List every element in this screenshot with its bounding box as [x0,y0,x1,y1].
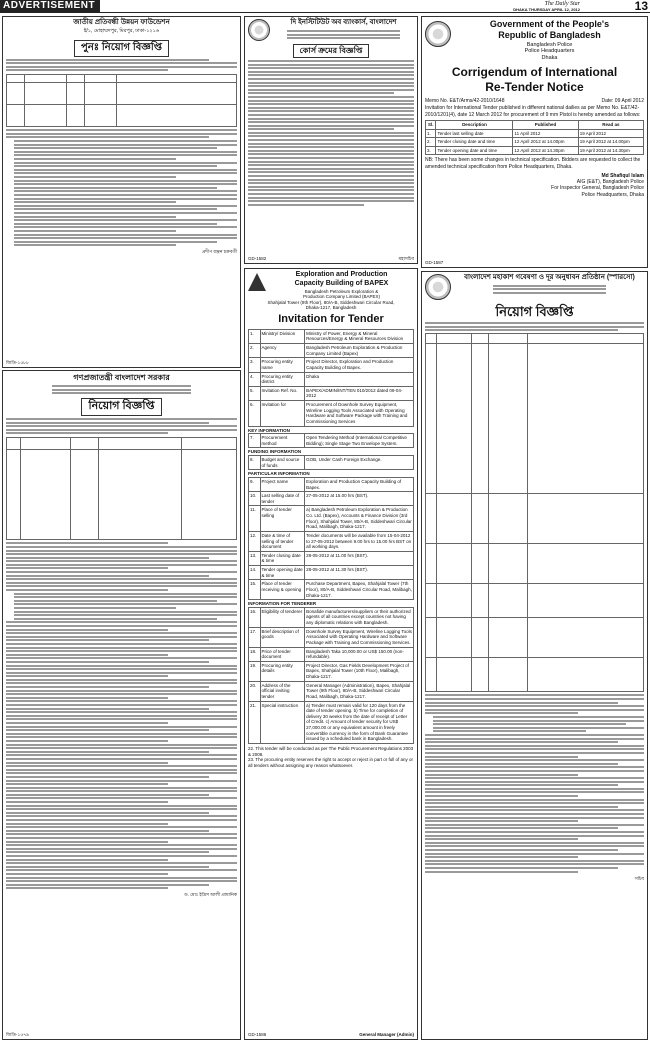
ad4-table-row [249,372,414,386]
ad4-cell-v: GOB, Under Cash Foreign Exchange. [305,456,414,470]
ad4-cell-n: 11. [249,506,261,532]
ad2-signer: ড. মোঃ ইদ্রিস আলী প্রামানিক [184,892,237,898]
ad4-cell-v: Tender documents will be available from 15-04-2012 to 27-05-2012 between 9.00 hrs to 15.00 hrs BST on all working days. [305,531,414,551]
ad4-table-row [249,531,414,551]
ad4-cell-k: Procuring entity details [260,661,305,681]
ad4-table-row [249,566,414,580]
ad4-table-row [249,551,414,565]
ad1-code: জিডি-১৫৮৮ [6,360,30,366]
ad3-org: দি ইনস্টিটিউট অব ব্যাংকার্স, বাংলাদেশ [290,19,397,27]
ad4-cell-k: Agency [260,344,305,358]
ad5-cell: Tender last selling date [436,129,513,138]
ad4-cell-k: Place of tender receiving & opening [260,580,305,600]
ad4-sub1: Bangladesh Petroleum Exploration & [304,288,379,294]
ad5-gov2: Republic of Bangladesh [498,30,601,41]
ad4-cell-v: Bangladesh Petroleum Exploration & Production Company Limited (Bapex) [305,344,414,358]
ad5-cell: 1. [426,129,436,138]
ad4-cell-n: 12. [249,531,261,551]
ad4-cell-k: Tender closing date & time [260,551,305,565]
ad-sparrso-recruitment [421,271,648,1040]
ad4-section-heading: PARTICULAR INFORMATION [248,471,310,477]
ad4-table-row [249,681,414,701]
ad6-signer: সচিব [634,875,644,881]
ad3-code: GD-1582 [248,256,267,262]
ad4-cell-v: 28-05-2012 at 11.00 hrs (BST). [305,551,414,565]
ad4-cell-n: 15. [249,580,261,600]
ad4-cell-n: 8. [249,456,261,470]
ad4-table-row [249,329,414,343]
ad4-table-row [249,434,414,448]
ad4-sub4: Dhaka-1217, Bangladesh [305,305,357,311]
ad4-cell-v: Open Tendering Method (International Competitive Bidding); Single Stage Two Envelope System. [305,434,414,448]
ad5-dept1: Bangladesh Police [526,41,573,48]
ad5-para: Invitation for International Tender published in different national dailies as per Memo No. E&T/42-2010/1201(4), date 12 March 2012 for procurement of 9 mm Pistol is hereby amended as follows: [425,105,641,118]
ad4-cell-n: 16. [249,607,261,627]
ad4-cell-v: Bangladesh Taka 10,000.00 or US$ 150.00 (non-refundable). [305,647,414,661]
ad5-cell: Tender opening date and time [436,146,513,155]
page-number: 13 [634,0,648,13]
ad4-cell-v: Procurement of Downhole Survey Equipment, Wireline Logging Tools Associated with Operating Hardware and Software Package with Training and Commissioning Services [305,401,414,427]
ad4-cell-k: Tender opening date & time [260,566,305,580]
ad5-cell: Tender closing date and time [436,138,513,147]
ad4-cell-n: 19. [249,661,261,681]
ad4-cell-v: a) Tender must remain valid for 120 days from the date of tender opening. b) Time for completion of delivery 30 weeks from the date of receipt of Letter of Credit. c) Amount of tender security for US$ 27,000.00 or any equivalent amount in freely convertible currency in the form of Bank Guarantee issued by a scheduled bank in Bangladesh. [305,701,414,743]
newspaper-brand: The Daily Star [544,1,580,7]
ad4-cell-k: Procuring entity district [260,372,305,386]
ad4-cell-k: Place of tender selling [260,506,305,532]
ad-police-corrigendum [421,16,648,268]
ad5-cell: 11 April 2012 [513,129,578,138]
ad4-section-heading: INFORMATION FOR TENDERER [248,601,317,607]
ad4-tender-table [248,329,414,744]
ad5-signer-t2: For Inspector General, Bangladesh Police [551,185,644,192]
ad5-code: GD-1587 [425,260,444,266]
ad4-table-row [249,492,414,506]
ad4-cell-k: Procurement method [260,434,305,448]
ad1-title: পুনঃ নিয়োগ বিজ্ঞপ্তি [74,40,169,57]
ad5-signer-t1: AIG (E&T), Bangladesh Police [576,179,644,186]
ad4-cell-n: 3. [249,358,261,372]
ad4-foot1: 22. This tender will be conducted as per The Public Procurement Regulations 2003 & 2008. [248,745,414,757]
govt-emblem-icon [425,21,451,47]
ad5-cell: 3. [426,146,436,155]
ad4-cell-k: Address of the official inviting tender [260,681,305,701]
ad4-cell-k: Invitation Ref. No. [260,386,305,400]
ad5-col-header: Description [436,120,513,129]
ad4-table-row [249,386,414,400]
ad4-cell-v: Purchase Department, Bapex, Shahjalal Tower (7th Floor), 80/A-B, Siddeshwari Circular Road, Malibagh, Dhaka-1217. [305,580,414,600]
ad4-cell-k: Procuring entity name [260,358,305,372]
ad5-dept2: Police Headquarters [524,48,575,55]
ad2-title: নিয়োগ বিজ্ঞপ্তি [81,398,161,416]
ad4-code: GD-1586 [248,1032,267,1038]
ad5-col-header: Read as [578,120,643,129]
ad6-table [425,333,644,692]
ad4-cell-v: Project Director, Exploration and Production Capacity Building of Bapex. [305,358,414,372]
ad-institute-of-bankers [244,16,418,264]
ad4-cell-n: 20. [249,681,261,701]
ad5-cell: 19 April 2012 at 14.00pm [578,138,643,147]
ad2-org: গণপ্রজাতন্ত্রী বাংলাদেশ সরকার [73,373,170,382]
ad4-sub2: Production Company Limited (BAPEX) [302,294,381,300]
ad4-cell-v: Downhole Survey Equipment, Wireline Logging Tools Associated with Operating Hardware and Software Package with Training and Commissioning Services. [305,627,414,647]
ad4-cell-v: Exploration and Production Capacity Building of Bapex. [305,477,414,491]
ad5-table-row [426,138,644,147]
ad5-cell: 19 April 2012 at 14.30pm [578,146,643,155]
ad5-city: Dhaka [541,55,558,62]
ad5-memo: Memo No. E&T/Arms/42-2010/1648 [425,98,505,105]
ad5-nb: NB: There has been some changes in technical specification. Bidders are requested to collect the amended technical specification from Police Headquarters, Dhaka. [425,157,641,170]
ibb-logo-icon [248,19,270,41]
ad4-table-row [249,701,414,743]
masthead [0,0,650,13]
ad5-table-row [426,129,644,138]
ad1-org: জাতীয় প্রতিবন্ধী উন্নয়ন ফাউন্ডেশন [73,19,170,26]
ad5-table-row [426,146,644,155]
ad4-cell-k: Ministry/ Division [260,329,305,343]
ad4-cell-v: a) Bangladesh Petroleum Exploration & Production Co. Ltd. (Bapex), Accounts & Finance Division (3rd Floor), Shahjalal Tower, 80/A-B, Siddeshwari Circular Road, Malibagh, Dhaka-1217. [305,506,414,532]
ad6-title: নিয়োগ বিজ্ঞপ্তি [495,304,574,319]
ad4-table-row [249,344,414,358]
ad5-title2: Re-Tender Notice [485,80,584,95]
ad4-cell-k: Brief description of goods [260,627,305,647]
ad5-signer: Md Shafiqul Islam [601,172,644,179]
ad-disability-foundation [2,16,241,368]
ad4-cell-n: 4. [249,372,261,386]
ad4-cell-v: Bonafide manufacturers/suppliers or their authorized agents of all countries except countries not having any diplomatic relations with Bangladesh. [305,607,414,627]
ad4-cell-k: Project name [260,477,305,491]
ad4-cell-v: Ministry of Power, Energy & Mineral Resources/Energy & Mineral Resources Division [305,329,414,343]
ad4-cell-v: 28-05-2012 at 11.30 hrs (BST). [305,566,414,580]
ad4-cell-n: 13. [249,551,261,565]
ad2-code: জিডি-১৫৭৯ [6,1032,30,1038]
ad4-table-row [249,456,414,470]
ad4-signer: General Manager (Admin) [359,1032,414,1038]
ad5-title1: Corrigendum of International [451,65,618,80]
section-tag: ADVERTISEMENT [0,0,100,12]
ad3-title: কোর্স ক্রমের বিজ্ঞপ্তি [293,44,370,58]
ad5-memo-date: Date: 09 April 2012 [601,98,644,105]
ad5-gov1: Government of the People's [489,19,610,29]
ad4-cell-n: 9. [249,477,261,491]
ad5-col-header: Sl. [426,120,436,129]
ad4-cell-v: 27-05-2012 at 15.00 hrs (BST). [305,492,414,506]
ad4-cell-k: Date & time of selling of tender document [260,531,305,551]
ad5-signer-t3: Police Headquarters, Dhaka [581,191,644,198]
ad-bapex-tender [244,268,418,1040]
ad4-table-row [249,477,414,491]
ad4-cell-k: Last selling date of tender [260,492,305,506]
ad4-cell-v: Project Director, Gas Fields Development Project of Bapex, Shahjalal Tower (10th Floor), Malibagh, Dhaka-1217. [305,661,414,681]
ad-govt-recruitment [2,370,241,1040]
ad2-table [6,437,237,540]
ad4-table-row [249,647,414,661]
ad4-cell-n: 5. [249,386,261,400]
ad4-table-row [249,401,414,427]
ad4-table-row [249,661,414,681]
ad4-cell-k: Special instruction [260,701,305,743]
ad6-org: বাংলাদেশ মহাকাশ গবেষণা ও দূর অনুধাবন প্রতিষ্ঠান (স্পারসো) [464,274,635,281]
ad4-section-heading: FUNDING INFORMATION [248,449,302,455]
ad4-cell-k: Eligibility of tenderer [260,607,305,627]
ad4-cell-v: General Manager (Administration), Bapex, Shahjalal Tower (9th Floor), 80/A-B, Siddeshwari Circular Road, Malibagh, Dhaka-1217. [305,681,414,701]
ad5-col-header: Published [513,120,578,129]
ad3-signer: মহাসচিব [398,256,414,262]
ad4-table-row [249,580,414,600]
ad4-cell-n: 7. [249,434,261,448]
ad4-table-row [249,627,414,647]
ad4-cell-n: 21. [249,701,261,743]
ad4-cell-n: 6. [249,401,261,427]
ad4-cell-k: Price of tender document [260,647,305,661]
ad4-title2: Capacity Building of BAPEX [294,279,389,287]
ad4-foot2: 23. The procuring entity reserves the right to accept or reject in part or full of any or all tenders without assigning any reason whatsoever. [248,757,413,768]
ad1-signer: প্রদীপ রঞ্জন চক্রবর্তী [202,249,237,255]
ad4-table-row [249,358,414,372]
ad1-address: ই/১, মোহাম্মদপুর, মিরপুর, ঢাকা-১২১৬ [83,27,160,34]
ad5-table [425,120,644,156]
ad4-table-row [249,506,414,532]
ad4-table-row [249,607,414,627]
ad4-sub3: Shahjalal Tower (9th Floor), 80/A-B, Siddeshwari Circular Road, [267,299,395,305]
ad4-title1: Exploration and Production [295,271,388,278]
issue-date: DHAKA THURSDAY APRIL 12, 2012 [513,7,580,12]
ad4-cell-n: 1. [249,329,261,343]
ad4-cell-n: 17. [249,627,261,647]
ad4-cell-n: 10. [249,492,261,506]
ad1-table [6,74,237,127]
sparrso-emblem-icon [425,274,451,300]
ad4-section-heading: KEY INFORMATION [248,427,290,433]
ad5-cell: 12 April 2012 at 14.30pm [513,146,578,155]
ad4-cell-v: BAPEX/ADMIN/INT/TEN 010/2012 dated 09-04-2012 [305,386,414,400]
ad4-cell-k: Budget and source of funds [260,456,305,470]
bapex-logo-icon [248,273,266,291]
ad5-cell: 12 April 2012 at 14.00pm [513,138,578,147]
ad4-cell-n: 14. [249,566,261,580]
ad5-cell: 19 April 2012 [578,129,643,138]
ad5-cell: 2. [426,138,436,147]
ad4-cell-n: 2. [249,344,261,358]
ad4-heading: Invitation for Tender [278,313,384,325]
ad4-cell-k: Invitation for [260,401,305,427]
ad4-cell-n: 18. [249,647,261,661]
ad4-cell-v: Dhaka [305,372,414,386]
